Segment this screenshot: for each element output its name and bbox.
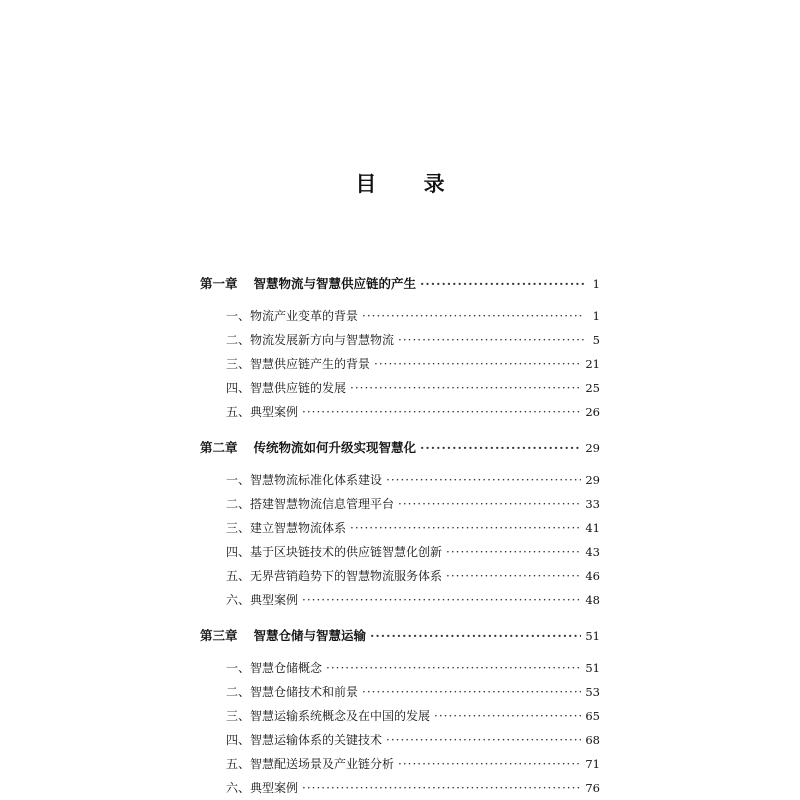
page-number: 26 [585, 405, 600, 419]
dot-leader [350, 516, 581, 540]
section-title: 六、典型案例 [226, 781, 299, 795]
table-of-contents [200, 270, 600, 800]
page-number: 76 [585, 781, 600, 795]
chapter-title: 智慧物流与智慧供应链的产生 [253, 276, 417, 291]
section-title: 四、基于区块链技术的供应链智慧化创新 [226, 545, 443, 559]
dot-leader [420, 270, 584, 298]
page-number: 41 [585, 521, 600, 535]
page-number: 33 [585, 497, 600, 511]
dot-leader [350, 376, 581, 400]
dot-leader [362, 680, 581, 704]
dot-leader [370, 622, 581, 650]
section-title: 五、智慧配送场景及产业链分析 [226, 757, 395, 771]
dot-leader [302, 776, 581, 800]
section-entry[interactable] [200, 304, 600, 328]
page-number: 1 [592, 309, 600, 323]
chapter-heading[interactable] [200, 622, 600, 650]
section-title: 三、智慧供应链产生的背景 [226, 357, 371, 371]
section-title: 二、搭建智慧物流信息管理平台 [226, 497, 395, 511]
section-entry[interactable] [200, 516, 600, 540]
section-title: 一、物流产业变革的背景 [226, 309, 359, 323]
section-entry[interactable] [200, 680, 600, 704]
dot-leader [398, 492, 581, 516]
page-number: 25 [585, 381, 600, 395]
dot-leader [386, 468, 581, 492]
section-title: 六、典型案例 [226, 593, 299, 607]
dot-leader [362, 304, 584, 328]
page-number: 48 [585, 593, 600, 607]
dot-leader [420, 434, 581, 462]
section-entry[interactable] [200, 704, 600, 728]
chapter-2 [200, 434, 600, 612]
section-title: 三、建立智慧物流体系 [226, 521, 347, 535]
section-entry[interactable] [200, 376, 600, 400]
page-number: 21 [585, 357, 600, 371]
section-title: 四、智慧供应链的发展 [226, 381, 347, 395]
section-title: 二、智慧仓储技术和前景 [226, 685, 359, 699]
section-title: 四、智慧运输体系的关键技术 [226, 733, 383, 747]
dot-leader [446, 564, 581, 588]
section-entry[interactable] [200, 468, 600, 492]
section-entry[interactable] [200, 492, 600, 516]
page-title: 目 录 [355, 171, 465, 196]
chapter-title: 智慧仓储与智慧运输 [253, 628, 367, 643]
page-number: 65 [585, 709, 600, 723]
dot-leader [374, 352, 581, 376]
page-number: 43 [585, 545, 600, 559]
section-entry[interactable] [200, 564, 600, 588]
chapter-number: 第三章 [200, 628, 238, 643]
section-title: 三、智慧运输系统概念及在中国的发展 [226, 709, 431, 723]
section-entry[interactable] [200, 400, 600, 424]
dot-leader [326, 656, 581, 680]
page-number: 51 [585, 661, 600, 675]
dot-leader [398, 752, 581, 776]
page-number: 29 [585, 441, 600, 455]
dot-leader [446, 540, 581, 564]
chapter-heading[interactable] [200, 434, 600, 462]
chapter-1 [200, 270, 600, 424]
section-entry[interactable] [200, 352, 600, 376]
section-entry[interactable] [200, 776, 600, 800]
section-title: 五、无界营销趋势下的智慧物流服务体系 [226, 569, 443, 583]
section-entry[interactable] [200, 752, 600, 776]
page-number: 46 [585, 569, 600, 583]
page-number: 1 [592, 277, 600, 291]
section-entry[interactable] [200, 728, 600, 752]
section-entry[interactable] [200, 656, 600, 680]
dot-leader [398, 328, 584, 352]
chapter-number: 第一章 [200, 276, 238, 291]
page-number: 29 [585, 473, 600, 487]
chapter-title: 传统物流如何升级实现智慧化 [253, 440, 417, 455]
section-entry[interactable] [200, 328, 600, 352]
chapter-number: 第二章 [200, 440, 238, 455]
section-title: 二、物流发展新方向与智慧物流 [226, 333, 395, 347]
page-number: 53 [585, 685, 600, 699]
dot-leader [302, 588, 581, 612]
page-number: 71 [585, 757, 600, 771]
dot-leader [434, 704, 581, 728]
dot-leader [302, 400, 581, 424]
page-number: 51 [585, 629, 600, 643]
chapter-heading[interactable] [200, 270, 600, 298]
section-entry[interactable] [200, 588, 600, 612]
section-title: 一、智慧物流标准化体系建设 [226, 473, 383, 487]
chapter-3 [200, 622, 600, 800]
section-entry[interactable] [200, 540, 600, 564]
page-number: 5 [592, 333, 600, 347]
section-title: 一、智慧仓储概念 [226, 661, 323, 675]
section-title: 五、典型案例 [226, 405, 299, 419]
dot-leader [386, 728, 581, 752]
page-number: 68 [585, 733, 600, 747]
